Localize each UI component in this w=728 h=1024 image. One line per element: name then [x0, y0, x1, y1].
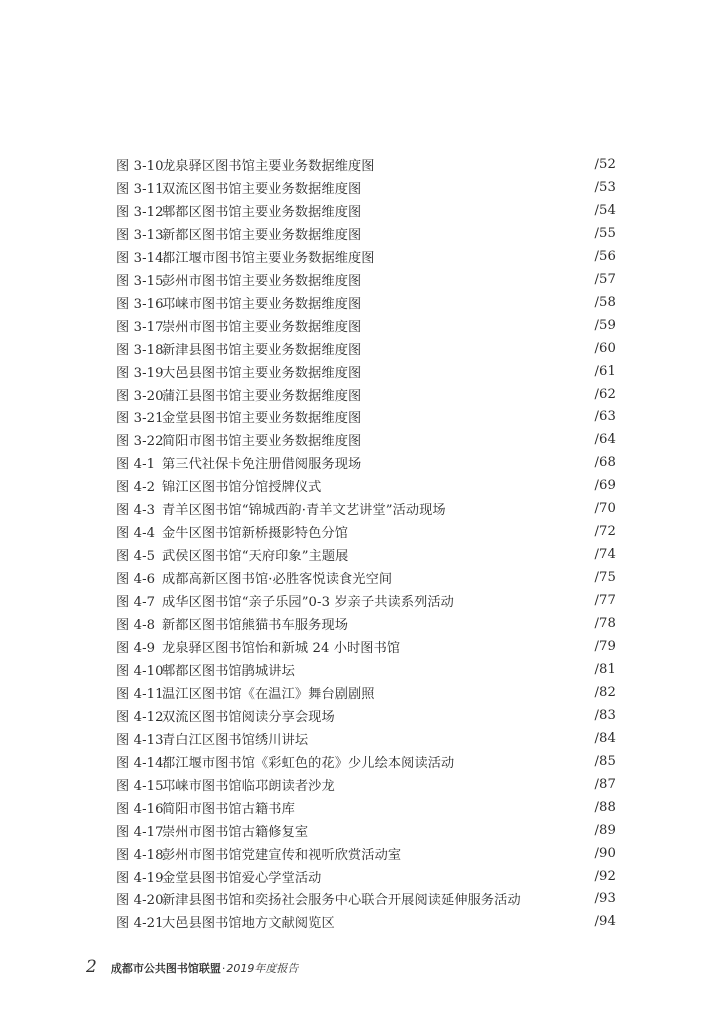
- figure-number: 图 4-9: [116, 640, 156, 656]
- figure-number: 图 4-14: [116, 755, 164, 771]
- figure-number: 图 4-21: [116, 916, 164, 932]
- toc-entry: [116, 727, 616, 750]
- figure-page: /64: [594, 432, 616, 448]
- figure-title: 金堂县图书馆主要业务数据维度图: [162, 411, 362, 427]
- figure-number: 图 4-11: [116, 686, 164, 702]
- figure-number: 图 4-2: [116, 480, 156, 496]
- figure-number: 图 4-4: [116, 526, 156, 542]
- figure-number: 图 4-12: [116, 709, 164, 725]
- figure-title: 双流区图书馆主要业务数据维度图: [162, 181, 362, 197]
- figure-title: 大邑县图书馆地方文献阅览区: [162, 916, 335, 932]
- figure-number: 图 3-18: [116, 342, 164, 358]
- toc-entry: [116, 635, 616, 658]
- figure-page: /88: [594, 799, 616, 815]
- toc-entry: [116, 773, 616, 796]
- figure-title: 第三代社保卡免注册借阅服务现场: [162, 457, 362, 473]
- figure-title: 青白江区图书馆绣川讲坛: [162, 732, 309, 748]
- figure-title: 都江堰市图书馆主要业务数据维度图: [162, 250, 375, 266]
- figure-number: 图 4-1: [116, 457, 156, 473]
- toc-entry: [116, 543, 616, 566]
- figure-number: 图 3-13: [116, 227, 164, 243]
- figure-page: /70: [594, 501, 616, 517]
- figure-title: 龙泉驿区图书馆怡和新城 24 小时图书馆: [162, 640, 401, 656]
- figure-page: /81: [594, 661, 616, 677]
- figure-page: /72: [594, 524, 616, 540]
- toc-entry: [116, 337, 616, 360]
- toc-entry: [116, 428, 616, 451]
- toc-entry: [116, 360, 616, 383]
- figure-page: /84: [594, 730, 616, 746]
- toc-entry: [116, 865, 616, 888]
- toc-entry: [116, 268, 616, 291]
- figure-title: 简阳市图书馆古籍书库: [162, 801, 295, 817]
- figure-page: /55: [594, 225, 616, 241]
- figure-title: 邛崃市图书馆临邛朗读者沙龙: [162, 778, 335, 794]
- figure-title: 简阳市图书馆主要业务数据维度图: [162, 434, 362, 450]
- figure-page: /56: [594, 248, 616, 264]
- toc-entry: [116, 405, 616, 428]
- figure-title: 邛崃市图书馆主要业务数据维度图: [162, 296, 362, 312]
- toc-entry: [116, 796, 616, 819]
- figure-page: /68: [594, 455, 616, 471]
- figure-number: 图 3-15: [116, 273, 164, 289]
- figure-page: /93: [594, 891, 616, 907]
- figure-title: 龙泉驿区图书馆主要业务数据维度图: [162, 158, 375, 174]
- figure-number: 图 3-12: [116, 204, 164, 220]
- figure-number: 图 3-14: [116, 250, 164, 266]
- figure-number: 图 4-5: [116, 549, 156, 565]
- figure-page: /90: [594, 845, 616, 861]
- figure-title: 双流区图书馆阅读分享会现场: [162, 709, 335, 725]
- figure-page: /69: [594, 478, 616, 494]
- toc-entry: [116, 222, 616, 245]
- toc-entry: [116, 314, 616, 337]
- figure-number: 图 4-15: [116, 778, 164, 794]
- figure-title: 武侯区图书馆“天府印象”主题展: [162, 549, 349, 565]
- figure-page: /92: [594, 868, 616, 884]
- figure-number: 图 4-19: [116, 870, 164, 886]
- toc-entry: [116, 291, 616, 314]
- figure-page: /75: [594, 570, 616, 586]
- figure-title: 新都区图书馆主要业务数据维度图: [162, 227, 362, 243]
- toc-entry: [116, 383, 616, 406]
- figure-title: 都江堰市图书馆《彩虹色的花》少儿绘本阅读活动: [162, 755, 455, 771]
- figure-page: /87: [594, 776, 616, 792]
- figure-page: /85: [594, 753, 616, 769]
- figure-title: 郫都区图书馆鹃城讲坛: [162, 663, 295, 679]
- figure-number: 图 4-8: [116, 618, 156, 634]
- figure-page: /59: [594, 317, 616, 333]
- toc-entry: [116, 451, 616, 474]
- toc-entry: [116, 842, 616, 865]
- figure-title: 金堂县图书馆爱心学堂活动: [162, 870, 322, 886]
- toc-entry: [116, 474, 616, 497]
- footer-subtitle: 2019年度报告: [226, 962, 299, 975]
- figure-page: /82: [594, 684, 616, 700]
- figure-title: 温江区图书馆《在温江》舞台剧剧照: [162, 686, 375, 702]
- figure-page: /58: [594, 294, 616, 310]
- toc-entry: [116, 681, 616, 704]
- toc-entry: [116, 910, 616, 933]
- page-footer: [86, 957, 298, 977]
- figure-number: 图 4-17: [116, 824, 164, 840]
- figure-page: /79: [594, 638, 616, 654]
- figure-number: 图 4-6: [116, 572, 156, 588]
- figure-title: 成都高新区图书馆·必胜客悦读食光空间: [162, 572, 393, 588]
- page-number: 2: [86, 957, 97, 977]
- toc-entry: [116, 750, 616, 773]
- figure-title: 新津县图书馆和奕扬社会服务中心联合开展阅读延伸服务活动: [162, 893, 521, 909]
- figure-page: /54: [594, 202, 616, 218]
- toc-entry: [116, 245, 616, 268]
- figure-page: /62: [594, 386, 616, 402]
- figure-number: 图 3-20: [116, 388, 164, 404]
- figure-title: 锦江区图书馆分馆授牌仪式: [162, 480, 322, 496]
- figure-page: /57: [594, 271, 616, 287]
- figure-page: /89: [594, 822, 616, 838]
- footer-title: 成都市公共图书馆联盟: [110, 962, 221, 975]
- figure-page: /61: [594, 363, 616, 379]
- toc-entry: [116, 658, 616, 681]
- toc-entry: [116, 612, 616, 635]
- figure-title: 新都区图书馆熊猫书车服务现场: [162, 618, 349, 634]
- figure-title: 青羊区图书馆“锦城西韵·青羊文艺讲堂”活动现场: [162, 503, 446, 519]
- footer-separator: ·: [221, 962, 226, 975]
- figure-title: 蒲江县图书馆主要业务数据维度图: [162, 388, 362, 404]
- figure-title: 彭州市图书馆党建宣传和视听欣赏活动室: [162, 847, 402, 863]
- figure-title: 彭州市图书馆主要业务数据维度图: [162, 273, 362, 289]
- toc-entry: [116, 520, 616, 543]
- figure-page: /94: [594, 914, 616, 930]
- figure-page: /78: [594, 616, 616, 632]
- figure-page: /53: [594, 179, 616, 195]
- toc-entry: [116, 497, 616, 520]
- figure-number: 图 3-19: [116, 365, 164, 381]
- figure-number: 图 3-10: [116, 158, 164, 174]
- figure-number: 图 4-13: [116, 732, 164, 748]
- figure-number: 图 4-7: [116, 595, 156, 611]
- toc-entry: [116, 888, 616, 911]
- figure-title: 金牛区图书馆新桥摄影特色分馆: [162, 526, 349, 542]
- toc-entry: [116, 566, 616, 589]
- figure-list: [116, 153, 616, 933]
- toc-entry: [116, 819, 616, 842]
- figure-page: /60: [594, 340, 616, 356]
- figure-number: 图 4-10: [116, 663, 164, 679]
- figure-page: /83: [594, 707, 616, 723]
- figure-number: 图 4-20: [116, 893, 164, 909]
- toc-entry: [116, 589, 616, 612]
- figure-number: 图 3-11: [116, 181, 164, 197]
- figure-number: 图 3-17: [116, 319, 164, 335]
- figure-title: 崇州市图书馆主要业务数据维度图: [162, 319, 362, 335]
- toc-entry: [116, 704, 616, 727]
- figure-title: 大邑县图书馆主要业务数据维度图: [162, 365, 362, 381]
- figure-page: /74: [594, 547, 616, 563]
- figure-page: /77: [594, 593, 616, 609]
- toc-entry: [116, 176, 616, 199]
- figure-number: 图 4-3: [116, 503, 156, 519]
- figure-number: 图 4-18: [116, 847, 164, 863]
- toc-entry: [116, 199, 616, 222]
- figure-number: 图 3-22: [116, 434, 164, 450]
- toc-entry: [116, 153, 616, 176]
- figure-number: 图 3-16: [116, 296, 164, 312]
- figure-page: /63: [594, 409, 616, 425]
- figure-page: /52: [594, 156, 616, 172]
- figure-number: 图 4-16: [116, 801, 164, 817]
- figure-title: 崇州市图书馆古籍修复室: [162, 824, 309, 840]
- figure-title: 郫都区图书馆主要业务数据维度图: [162, 204, 362, 220]
- figure-title: 新津县图书馆主要业务数据维度图: [162, 342, 362, 358]
- figure-number: 图 3-21: [116, 411, 164, 427]
- figure-title: 成华区图书馆“亲子乐园”0-3 岁亲子共读系列活动: [162, 595, 454, 611]
